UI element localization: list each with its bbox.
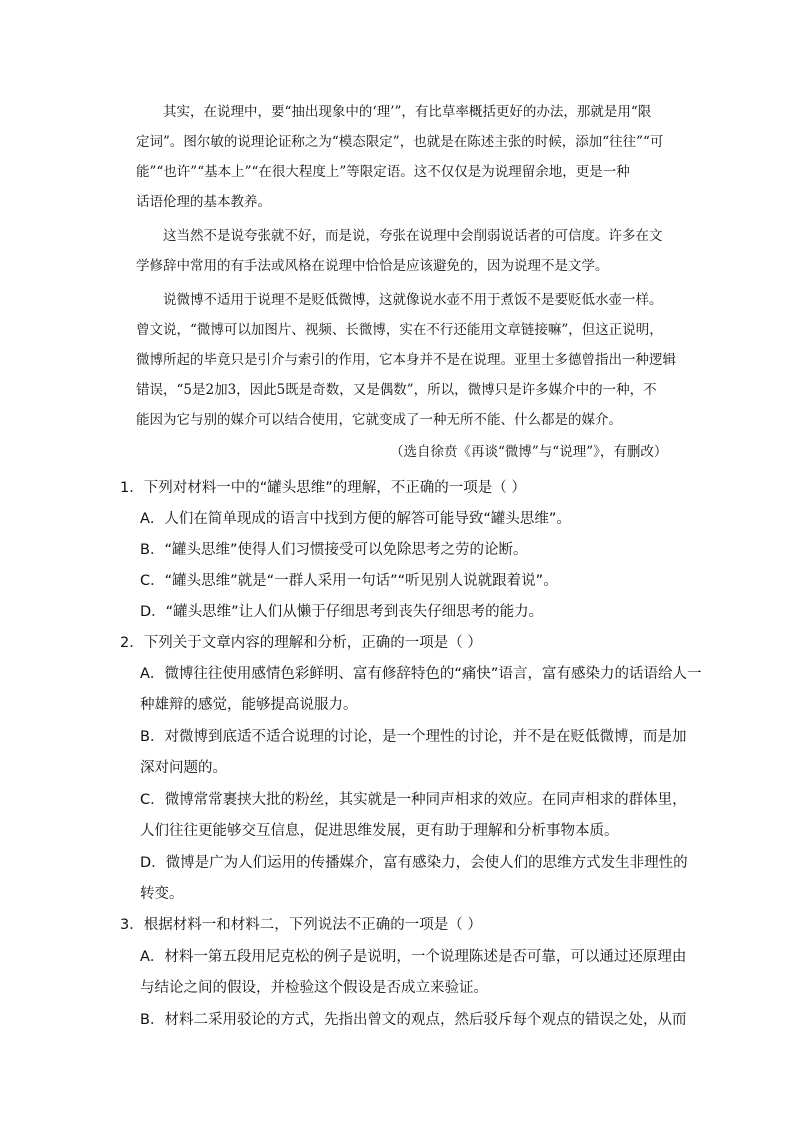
text-line: 能因为它与别的媒介可以结合使用，它就变成了一种无所不能、什么都是的媒介。	[136, 412, 622, 428]
source-citation: （选自徐贲《再谈“微博”与“说理”》，有删改）	[390, 444, 668, 460]
text-line: 能”“也许”“基本上”“在很大程度上”等限定语。这不仅仅是为说理留余地，更是一种	[136, 164, 630, 180]
question-1-option-c: C．“罐头思维”就是“一群人采用一句话”“听见别人说就跟着说”。	[140, 573, 558, 589]
question-3-option-a-cont: 与结论之间的假设，并检验这个假设是否成立来验证。	[140, 980, 488, 996]
text-line: 微博所起的毕竟只是引介与索引的作用，它本身并不是在说理。亚里士多德曾指出一种逻辑	[136, 352, 676, 368]
text-line: 学修辞中常用的有手法或风格在说理中恰恰是应该避免的，因为说理不是文学。	[136, 258, 609, 274]
question-2-option-b: B．对微博到底适不适合说理的讨论，是一个理性的讨论，并不是在贬低微博，而是加	[140, 729, 687, 745]
question-2-option-b-cont: 深对问题的。	[140, 760, 227, 776]
question-2-stem: 2．下列关于文章内容的理解和分析，正确的一项是（ ）	[120, 635, 482, 651]
question-1-option-d: D．“罐头思维”让人们从懒于仔细思考到丧失仔细思考的能力。	[140, 604, 544, 620]
question-2-option-a-cont: 种雄辩的感觉，能够提高说服力。	[140, 697, 358, 713]
passage-paragraph-3	[136, 285, 676, 435]
text-line: 定词”。图尔敏的说理论证称之为“模态限定”，也就是在陈述主张的时候，添加“往往”“可	[136, 134, 664, 150]
question-1-option-a: A．人们在简单现成的语言中找到方便的解答可能导致“罐头思维”。	[140, 511, 571, 527]
passage-paragraph-1	[136, 97, 676, 217]
question-2-option-c-cont: 人们往往更能够交互信息，促进思维发展，更有助于理解和分析事物本质。	[140, 823, 619, 839]
question-2-option-a: A．微博往往使用感情色彩鲜明、富有修辞特色的“痛快”语言，富有感染力的话语给人一	[140, 666, 702, 682]
question-1-option-b: B．“罐头思维”使得人们习惯接受可以免除思考之劳的论断。	[140, 542, 528, 558]
question-3-option-a: A．材料一第五段用尼克松的例子是说明，一个说理陈述是否可靠，可以通过还原理由	[140, 949, 687, 965]
text-line: 说微博不适用于说理不是贬低微博，这就像说水壶不用于煮饭不是要贬低水壶一样。	[163, 292, 663, 308]
text-line: 话语伦理的基本教养。	[136, 194, 271, 210]
text-line: 曾文说，“微博可以加图片、视频、长微博，实在不行还能用文章链接嘛”，但这正说明，	[136, 322, 663, 338]
question-1-stem: 1．下列对材料一中的“罐头思维”的理解，不正确的一项是（ ）	[120, 480, 526, 496]
question-2-option-c: C．微博常常裹挟大批的粉丝，其实就是一种同声相求的效应。在同声相求的群体里，	[140, 792, 687, 808]
passage-paragraph-2	[136, 221, 676, 281]
question-2-option-d-cont: 转变。	[140, 886, 184, 902]
text-line: 这当然不是说夸张就不好，而是说，夸张在说理中会削弱说话者的可信度。许多在文	[163, 228, 663, 244]
question-2-option-d: D．微博是广为人们运用的传播媒介，富有感染力，会使人们的思维方式发生非理性的	[140, 855, 688, 871]
question-3-option-b: B．材料二采用驳论的方式，先指出曾文的观点，然后驳斥每个观点的错误之处，从而	[140, 1012, 687, 1028]
question-3-stem: 3．根据材料一和材料二，下列说法不正确的一项是（ ）	[120, 917, 482, 933]
text-line: 错误，“5是2加3，因此5既是奇数，又是偶数”，所以，微博只是许多媒介中的一种，不	[136, 382, 657, 398]
text-line: 其实，在说理中，要“抽出现象中的‘理’”，有比草率概括更好的办法，那就是用“限	[163, 104, 652, 120]
